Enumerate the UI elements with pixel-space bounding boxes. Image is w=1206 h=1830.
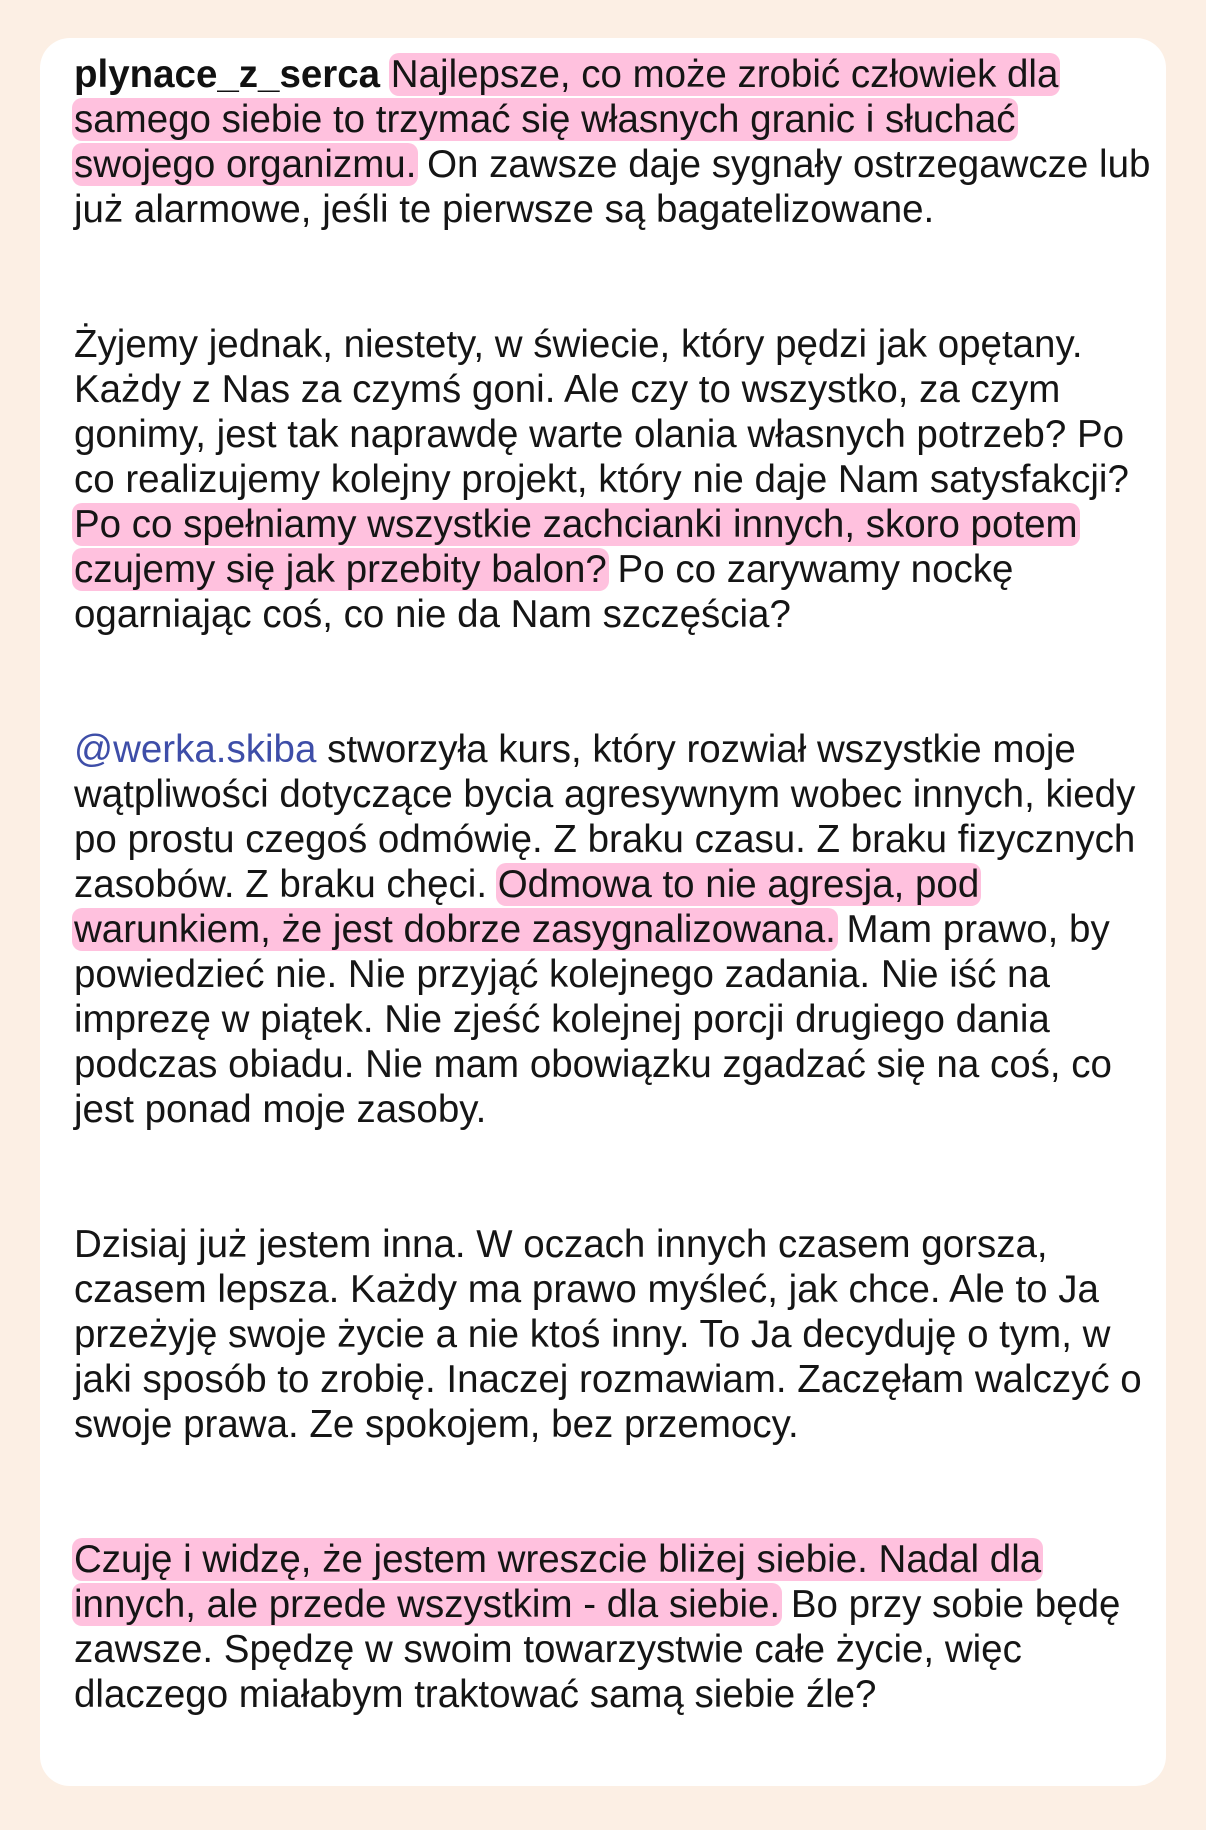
mention-link[interactable]: @werka.skiba	[74, 728, 317, 771]
post-caption-card	[40, 38, 1166, 1786]
caption-text: Bo przy sobie będę zawsze. Spędzę w swoim towarzystwie całe życie, więc dlaczego miałabym traktować samą siebie źle?	[74, 1583, 1121, 1716]
highlighted-text: Czuję i widzę, że jestem wreszcie bliżej siebie. Nadal dla innych, ale przede wszystkim - dla siebie.	[74, 1538, 1042, 1626]
highlighted-text: Najlepsze, co może zrobić człowiek dla samego siebie to trzymać się własnych granic i słuchać swojego organizmu.	[74, 53, 1059, 186]
caption-paragraph-1	[74, 52, 1152, 232]
caption-text: Mam prawo, by powiedzieć nie. Nie przyjąć kolejnego zadania. Nie iść na imprezę w piątek. Nie zjeść kolejnej porcji drugiego dania podczas obiadu. Nie mam obowiązku zgadzać się na coś, co jest ponad moje zasoby.	[74, 908, 1112, 1131]
caption-paragraph-4	[74, 1222, 1152, 1447]
paragraph-spacer	[74, 232, 1132, 322]
paragraph-spacer	[74, 637, 1132, 727]
paragraph-spacer	[74, 1132, 1132, 1222]
paragraph-spacer	[74, 1447, 1132, 1537]
caption-text: On zawsze daje sygnały ostrzegawcze lub już alarmowe, jeśli te pierwsze są bagatelizowane.	[74, 143, 1151, 231]
caption-paragraph-3	[74, 727, 1152, 1132]
caption-paragraph-5	[74, 1537, 1152, 1717]
caption-text: Żyjemy jednak, niestety, w świecie, który pędzi jak opętany. Każdy z Nas za czymś goni. Ale czy to wszystko, za czym gonimy, jest tak naprawdę warte olania własnych potrzeb? Po co realizujemy kolejny projekt, który nie daje Nam satysfakcji?	[74, 323, 1129, 501]
highlighted-text: Odmowa to nie agresja, pod warunkiem, że jest dobrze zasygnalizowana.	[74, 863, 980, 951]
username-link[interactable]: plynace_z_serca	[74, 53, 381, 96]
highlighted-text: Po co spełniamy wszystkie zachcianki innych, skoro potem czujemy się jak przebity balon?	[74, 503, 1078, 591]
caption-text: stworzyła kurs, który rozwiał wszystkie moje wątpliwości dotyczące bycia agresywnym wobec innych, kiedy po prostu czegoś odmówię. Z braku czasu. Z braku fizycznych zasobów. Z braku chęci.	[74, 728, 1136, 906]
caption-text: Po co zarywamy nockę ogarniając coś, co nie da Nam szczęścia?	[74, 548, 1014, 636]
caption-text: Dzisiaj już jestem inna. W oczach innych czasem gorsza, czasem lepsza. Każdy ma prawo myśleć, jak chce. Ale to Ja przeżyję swoje życie a nie ktoś inny. To Ja decyduję o tym, w jaki sposób to zrobię. Inaczej rozmawiam. Zaczęłam walczyć o swoje prawa. Ze spokojem, bez przemocy.	[74, 1223, 1142, 1446]
caption-paragraph-2	[74, 322, 1152, 637]
